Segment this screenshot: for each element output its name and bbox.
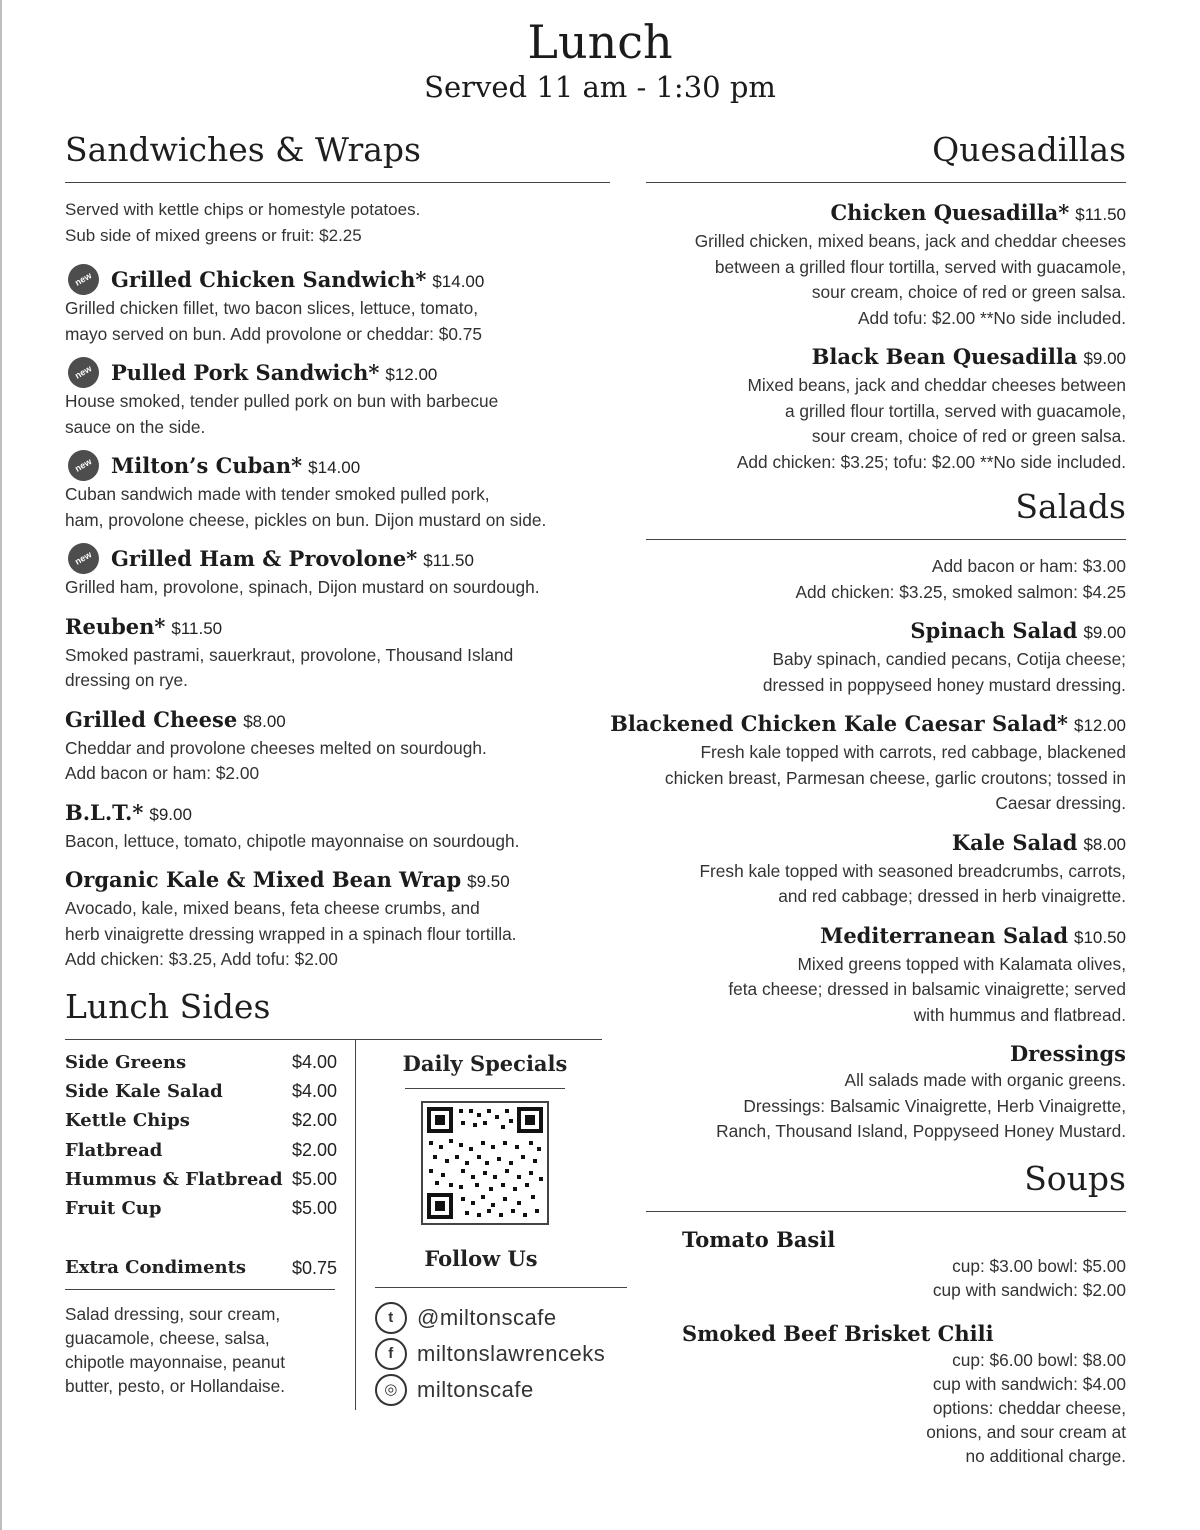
social-facebook[interactable]: [375, 1336, 625, 1372]
item-price: $8.00: [243, 711, 286, 731]
condiments-label: Extra Condiments: [65, 1257, 247, 1278]
item-description: Fresh kale topped with seasoned breadcrumbs, carrots, and red cabbage; dressed in herb vinaigrette.: [699, 860, 1126, 906]
item-name: Grilled Ham & Provolone*: [111, 546, 418, 571]
menu-item: [610, 710, 1126, 817]
column-divider: [355, 1040, 356, 1410]
condiments-divider: [65, 1289, 335, 1290]
item-description: Avocado, kale, mixed beans, feta cheese crumbs, and herb vinaigrette dressing wrapped in a spinach flour tortilla. Add chicken: $3.25, Add tofu: $2.00: [65, 898, 517, 969]
follow-us-block: [375, 1243, 625, 1408]
menu-item: [618, 617, 1126, 698]
condiments-description: Salad dressing, sour cream, guacamole, cheese, salsa, chipotle mayonnaise, peanut butter, pesto, or Hollandaise.: [65, 1304, 286, 1396]
item-price: $11.50: [171, 618, 223, 638]
twitter-icon: t: [375, 1302, 407, 1334]
item-price: $11.50: [1075, 205, 1126, 224]
menu-item: [65, 706, 610, 787]
item-description: Cuban sandwich made with tender smoked pulled pork, ham, provolone cheese, pickles on bun. Dijon mustard on side.: [65, 484, 547, 530]
item-name: Spinach Salad: [910, 618, 1078, 643]
item-description: Fresh kale topped with carrots, red cabbage, blackened chicken breast, Parmesan cheese, garlic croutons; tossed in Caesar dressing.: [664, 742, 1126, 813]
daily-specials-block: [375, 1048, 595, 1225]
follow-divider: [375, 1287, 627, 1288]
menu-header: [0, 14, 1200, 104]
soup-item: [618, 1320, 1126, 1468]
instagram-icon: ◎: [375, 1374, 407, 1406]
follow-us-title: Follow Us: [424, 1246, 538, 1271]
menu-item: [65, 866, 610, 973]
item-price: $8.00: [1083, 834, 1126, 854]
item-description: Cheddar and provolone cheeses melted on sourdough. Add bacon or ham: $2.00: [65, 737, 487, 783]
side-name: Fruit Cup: [65, 1198, 162, 1220]
item-name: Reuben*: [65, 613, 166, 639]
section-title-soups: Soups: [1024, 1158, 1126, 1198]
section-divider: [646, 1211, 1126, 1212]
section-title-quesadillas: Quesadillas: [932, 130, 1126, 169]
sandwiches-section: [65, 128, 610, 973]
item-description: Smoked pastrami, sauerkraut, provolone, Thousand Island dressing on rye.: [65, 644, 514, 690]
section-divider: [646, 539, 1126, 540]
menu-item: [618, 343, 1126, 475]
condiments-block: [65, 1254, 337, 1398]
side-item: [65, 1048, 337, 1077]
social-handle: miltonscafe: [417, 1377, 534, 1402]
item-description: Grilled ham, provolone, spinach, Dijon mustard on sourdough.: [65, 577, 540, 597]
section-title-sandwiches: Sandwiches & Wraps: [65, 130, 421, 169]
item-price: $12.00: [1074, 716, 1126, 735]
page-edge: [0, 0, 2, 1530]
page-subtitle: Served 11 am - 1:30 pm: [424, 70, 776, 104]
menu-item: [618, 199, 1126, 331]
item-price: $14.00: [308, 458, 361, 477]
item-description: Grilled chicken fillet, two bacon slices, lettuce, tomato, mayo served on bun. Add provolone or cheddar: $0.75: [65, 298, 482, 344]
side-name: Side Kale Salad: [65, 1081, 223, 1103]
menu-item: [65, 452, 610, 533]
item-name: Chicken Quesadilla*: [830, 200, 1070, 225]
soup-description: cup: $6.00 bowl: $8.00 cup with sandwich: $4.00 options: cheddar cheese, onions, and sour cream at no additional charge.: [926, 1349, 1126, 1466]
side-price: $5.00: [291, 1168, 337, 1189]
dressings-description: All salads made with organic greens. Dressings: Balsamic Vinaigrette, Herb Vinaigrette, Ranch, Thousand Island, Poppyseed Honey Mustard.: [716, 1070, 1126, 1141]
menu-item: [65, 613, 610, 694]
section-divider: [65, 1039, 602, 1040]
section-title-salads: Salads: [1015, 487, 1126, 526]
item-price: $9.00: [1083, 623, 1126, 642]
item-name: Black Bean Quesadilla: [811, 344, 1078, 369]
item-price: $12.00: [385, 365, 438, 384]
side-name: Kettle Chips: [65, 1110, 190, 1132]
item-name: Mediterranean Salad: [820, 922, 1068, 948]
soup-description: cup: $3.00 bowl: $5.00 cup with sandwich: $2.00: [932, 1255, 1126, 1300]
side-price: $5.00: [291, 1198, 337, 1219]
lunch-sides-section: [65, 985, 625, 1054]
menu-item: [65, 359, 610, 440]
soup-name: Smoked Beef Brisket Chili: [682, 1320, 994, 1346]
side-price: $4.00: [291, 1052, 337, 1072]
dressings-block: [618, 1040, 1126, 1145]
facebook-icon: f: [375, 1338, 407, 1370]
specials-divider: [405, 1088, 565, 1089]
dressings-title: Dressings: [1009, 1041, 1126, 1066]
soup-item: [618, 1226, 1126, 1302]
item-description: Mixed beans, jack and cheddar cheeses between a grilled flour tortilla, served with guacamole, sour cream, choice of red or green salsa. Add chicken: $3.25; tofu: $2.00 **No side included.: [736, 375, 1126, 472]
menu-item: [65, 799, 610, 855]
social-handle: miltonslawrenceks: [417, 1341, 606, 1366]
side-item: [65, 1194, 337, 1223]
item-name: Organic Kale & Mixed Bean Wrap: [65, 867, 462, 892]
item-name: Grilled Chicken Sandwich*: [111, 267, 427, 292]
item-description: Mixed greens topped with Kalamata olives, feta cheese; dressed in balsamic vinaigrette; served with hummus and flatbread.: [728, 953, 1126, 1025]
qr-code-graphic: [425, 1105, 545, 1221]
item-name: Grilled Cheese: [65, 706, 238, 732]
new-badge-icon: new: [62, 351, 104, 393]
item-description: Baby spinach, candied pecans, Cotija cheese; dressed in poppyseed honey mustard dressing.: [762, 649, 1126, 695]
item-price: $9.00: [149, 804, 192, 824]
item-name: Blackened Chicken Kale Caesar Salad*: [610, 711, 1068, 736]
menu-item: [65, 266, 610, 347]
condiments-price: $0.75: [291, 1258, 337, 1278]
side-price: $4.00: [291, 1081, 337, 1102]
new-badge-icon: new: [62, 537, 104, 579]
side-price: $2.00: [291, 1139, 337, 1160]
item-description: Grilled chicken, mixed beans, jack and cheddar cheeses between a grilled flour tortilla, served with guacamole, sour cream, choice of red or green salsa. Add tofu: $2.00 **No side included.: [694, 231, 1126, 328]
item-price: $14.00: [432, 272, 485, 291]
side-item: [65, 1136, 337, 1165]
section-divider: [646, 182, 1126, 183]
social-handle: @miltonscafe: [417, 1305, 557, 1330]
item-name: B.L.T.*: [65, 799, 144, 825]
section-divider: [65, 182, 610, 183]
item-name: Kale Salad: [951, 829, 1078, 855]
item-price: $11.50: [423, 551, 474, 570]
new-badge-icon: new: [62, 444, 104, 486]
menu-item: [65, 545, 610, 601]
qr-code-icon[interactable]: [421, 1101, 549, 1225]
new-badge-icon: new: [62, 258, 104, 300]
side-name: Side Greens: [65, 1052, 187, 1073]
sides-list: [65, 1048, 337, 1223]
social-twitter[interactable]: [375, 1300, 625, 1336]
salads-note: Add bacon or ham: $3.00 Add chicken: $3.25, smoked salmon: $4.25: [795, 556, 1126, 602]
sandwiches-note: Served with kettle chips or homestyle potatoes. Sub side of mixed greens or fruit: $2.25: [65, 200, 421, 245]
item-price: $10.50: [1074, 927, 1126, 947]
menu-item: [618, 922, 1126, 1029]
item-name: Pulled Pork Sandwich*: [111, 360, 380, 385]
item-price: $9.00: [1083, 349, 1126, 368]
section-title-sides: Lunch Sides: [65, 987, 271, 1026]
item-price: $9.50: [467, 872, 510, 891]
side-name: Flatbread: [65, 1139, 163, 1161]
daily-specials-title: Daily Specials: [402, 1051, 568, 1076]
page-title: Lunch: [527, 15, 673, 69]
right-column: [610, 128, 1126, 1468]
menu-item: [618, 829, 1126, 910]
side-item: [65, 1165, 337, 1194]
item-description: House smoked, tender pulled pork on bun with barbecue sauce on the side.: [65, 391, 499, 437]
item-description: Bacon, lettuce, tomato, chipotle mayonnaise on sourdough.: [65, 830, 520, 851]
side-item: [65, 1077, 337, 1106]
social-instagram[interactable]: [375, 1372, 625, 1408]
side-name: Hummus & Flatbread: [65, 1168, 283, 1190]
side-price: $2.00: [291, 1110, 337, 1131]
side-item: [65, 1106, 337, 1135]
soup-name: Tomato Basil: [682, 1226, 836, 1252]
item-name: Milton’s Cuban*: [111, 453, 303, 478]
